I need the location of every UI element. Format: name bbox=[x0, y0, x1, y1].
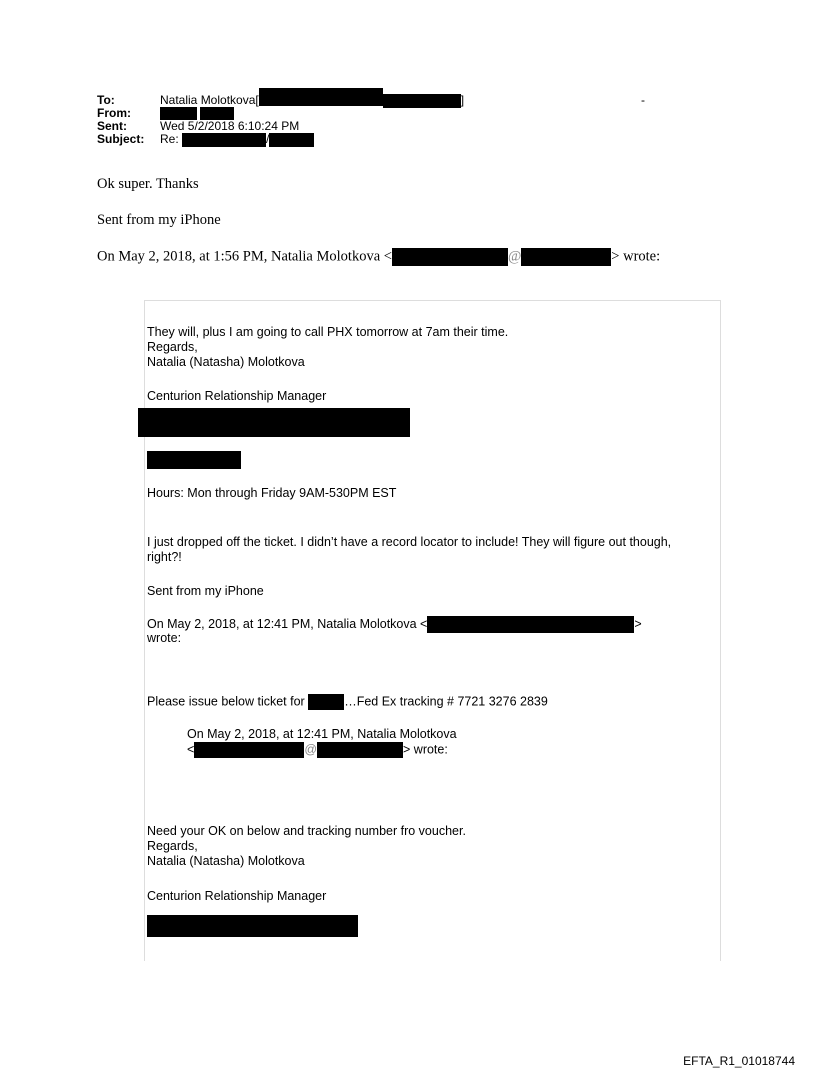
wrote-prefix: On May 2, 2018, at 1:56 PM, Natalia Molotkova < bbox=[97, 248, 392, 265]
quoted-name-1: Natalia (Natasha) Molotkova bbox=[147, 355, 305, 369]
to-value bbox=[160, 94, 464, 108]
redaction-block bbox=[521, 248, 611, 266]
quoted-need-ok: Need your OK on below and tracking number fro voucher. bbox=[147, 824, 466, 838]
quoted-p2: I just dropped off the ticket. I didn’t have a record locator to include! They will figure out though, right?! bbox=[147, 535, 672, 564]
subject-re: Re: bbox=[160, 132, 179, 147]
quoted-wrote-2: On May 2, 2018, at 12:41 PM, Natalia Molotkova bbox=[187, 727, 457, 741]
subject-slash: / bbox=[266, 132, 270, 147]
redaction-block bbox=[317, 742, 403, 758]
quoted-issue-ticket bbox=[147, 694, 548, 710]
quoted-sent-iphone: Sent from my iPhone bbox=[147, 584, 264, 598]
redaction-block bbox=[259, 88, 383, 106]
quoted-wrote-1 bbox=[147, 616, 642, 633]
wrote-2-at: @ bbox=[304, 742, 318, 757]
quoted-p1: They will, plus I am going to call PHX tomorrow at 7am their time. bbox=[147, 325, 509, 339]
wrote-suffix: > wrote: bbox=[611, 248, 661, 265]
to-label: To: bbox=[97, 93, 115, 107]
wrote-at: @ bbox=[507, 248, 522, 265]
redaction-block bbox=[138, 408, 410, 437]
quoted-hours: Hours: Mon through Friday 9AM-530PM EST bbox=[147, 486, 397, 500]
redaction-block bbox=[308, 694, 344, 710]
quoted-name-2: Natalia (Natasha) Molotkova bbox=[147, 854, 305, 868]
wrote-2-suffix: > wrote: bbox=[403, 742, 448, 757]
to-close-bracket: ] bbox=[460, 93, 465, 108]
quoted-wrote-2-cont bbox=[187, 742, 448, 758]
wrote-1-gt: > bbox=[634, 616, 642, 631]
quoted-wrote-1-cont: wrote: bbox=[147, 631, 182, 645]
bates-number: EFTA_R1_01018744 bbox=[683, 1054, 795, 1068]
issue-prefix: Please issue below ticket for bbox=[147, 694, 305, 709]
redaction-block bbox=[427, 616, 634, 633]
redaction-block bbox=[182, 133, 266, 147]
redaction-block bbox=[269, 133, 314, 147]
quoted-title-2: Centurion Relationship Manager bbox=[147, 889, 327, 903]
redaction-block bbox=[392, 248, 508, 266]
body-line-wrote bbox=[97, 248, 660, 266]
redaction-block bbox=[147, 915, 358, 937]
issue-suffix: …Fed Ex tracking # 7721 3276 2839 bbox=[344, 694, 548, 709]
to-name: Natalia Molotkova[ bbox=[160, 93, 259, 108]
quoted-title-1: Centurion Relationship Manager bbox=[147, 389, 327, 403]
sent-label: Sent: bbox=[97, 119, 127, 133]
subject-value bbox=[160, 133, 314, 147]
from-label: From: bbox=[97, 106, 131, 120]
to-dash: - bbox=[641, 93, 645, 107]
sent-value: Wed 5/2/2018 6:10:24 PM bbox=[160, 119, 300, 133]
wrote-2-lt: < bbox=[187, 742, 195, 757]
redaction-block bbox=[383, 94, 461, 108]
body-line-sent-from: Sent from my iPhone bbox=[97, 212, 221, 228]
body-line-ok: Ok super. Thanks bbox=[97, 176, 199, 192]
quoted-regards-1: Regards, bbox=[147, 340, 198, 354]
wrote-1-prefix: On May 2, 2018, at 12:41 PM, Natalia Molotkova < bbox=[147, 616, 428, 631]
redaction-block bbox=[194, 742, 304, 758]
quoted-regards-2: Regards, bbox=[147, 839, 198, 853]
redaction-block bbox=[147, 451, 241, 469]
subject-label: Subject: bbox=[97, 132, 145, 146]
